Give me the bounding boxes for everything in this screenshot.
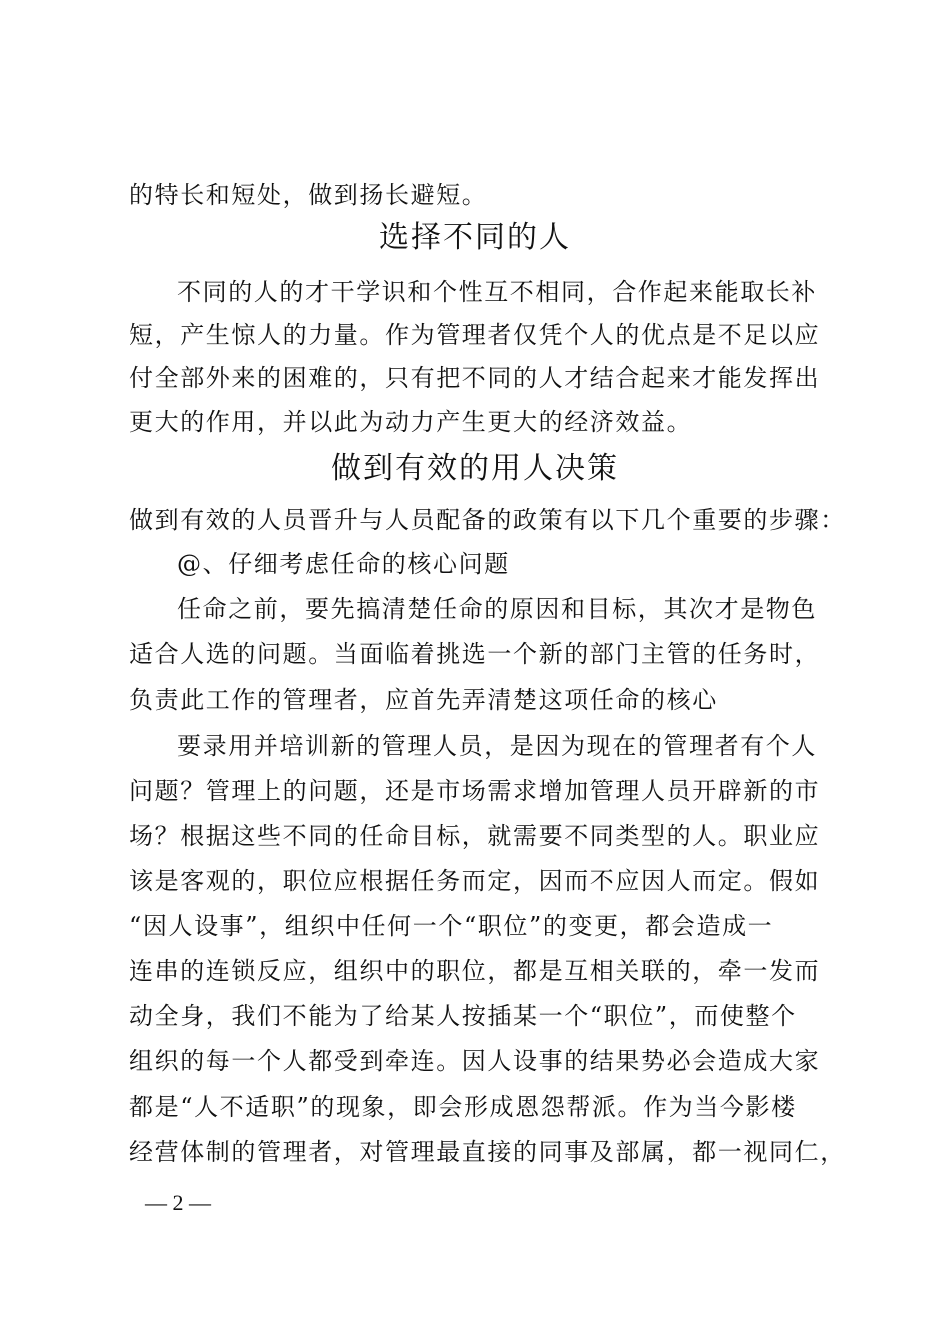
- paragraph-line: 场？根据这些不同的任命目标，就需要不同类型的人。职业应: [129, 822, 821, 850]
- paragraph-line: 连串的连锁反应，组织中的职位，都是互相关联的，牵一发而: [129, 957, 821, 985]
- paragraph-line: 适合人选的问题。当面临着挑选一个新的部门主管的任务时，: [129, 640, 821, 668]
- paragraph-line: 短，产生惊人的力量。作为管理者仅凭个人的优点是不足以应: [129, 321, 821, 349]
- paragraph-line: “因人设事”，组织中任何一个“职位”的变更，都会造成一: [129, 912, 774, 940]
- paragraph-line: 动全身，我们不能为了给某人按插某一个“职位”，而使整个: [129, 1002, 797, 1030]
- section-heading-1: 选择不同的人: [379, 220, 571, 255]
- page-number: — 2 —: [145, 1190, 211, 1215]
- paragraph-line: 不同的人的才干学识和个性互不相同，合作起来能取长补: [177, 278, 817, 306]
- paragraph-line: 负责此工作的管理者，应首先弄清楚这项任命的核心: [129, 686, 718, 714]
- paragraph-line: 更大的作用，并以此为动力产生更大的经济效益。: [129, 408, 693, 436]
- paragraph-line: 付全部外来的困难的，只有把不同的人才结合起来才能发挥出: [129, 364, 821, 392]
- paragraph-line: 做到有效的人员晋升与人员配备的政策有以下几个重要的步骤：: [129, 506, 846, 534]
- section-heading-2: 做到有效的用人决策: [331, 451, 619, 486]
- paragraph-line: 问题？管理上的问题，还是市场需求增加管理人员开辟新的市: [129, 777, 821, 805]
- paragraph-line: 要录用并培训新的管理人员，是因为现在的管理者有个人: [177, 732, 817, 760]
- paragraph-line: 组织的每一个人都受到牵连。因人设事的结果势必会造成大家: [129, 1047, 821, 1075]
- paragraph-line: 的特长和短处，做到扬长避短。: [129, 181, 488, 209]
- paragraph-line: 任命之前，要先搞清楚任命的原因和目标，其次才是物色: [177, 595, 817, 623]
- list-item: @、仔细考虑任命的核心问题: [177, 550, 510, 578]
- paragraph-line: 经营体制的管理者，对管理最直接的同事及部属，都一视同仁，: [129, 1138, 846, 1166]
- paragraph-line: 都是“人不适职”的现象，即会形成恩怨帮派。作为当今影楼: [129, 1093, 797, 1121]
- paragraph-line: 该是客观的，职位应根据任务而定，因而不应因人而定。假如: [129, 867, 821, 895]
